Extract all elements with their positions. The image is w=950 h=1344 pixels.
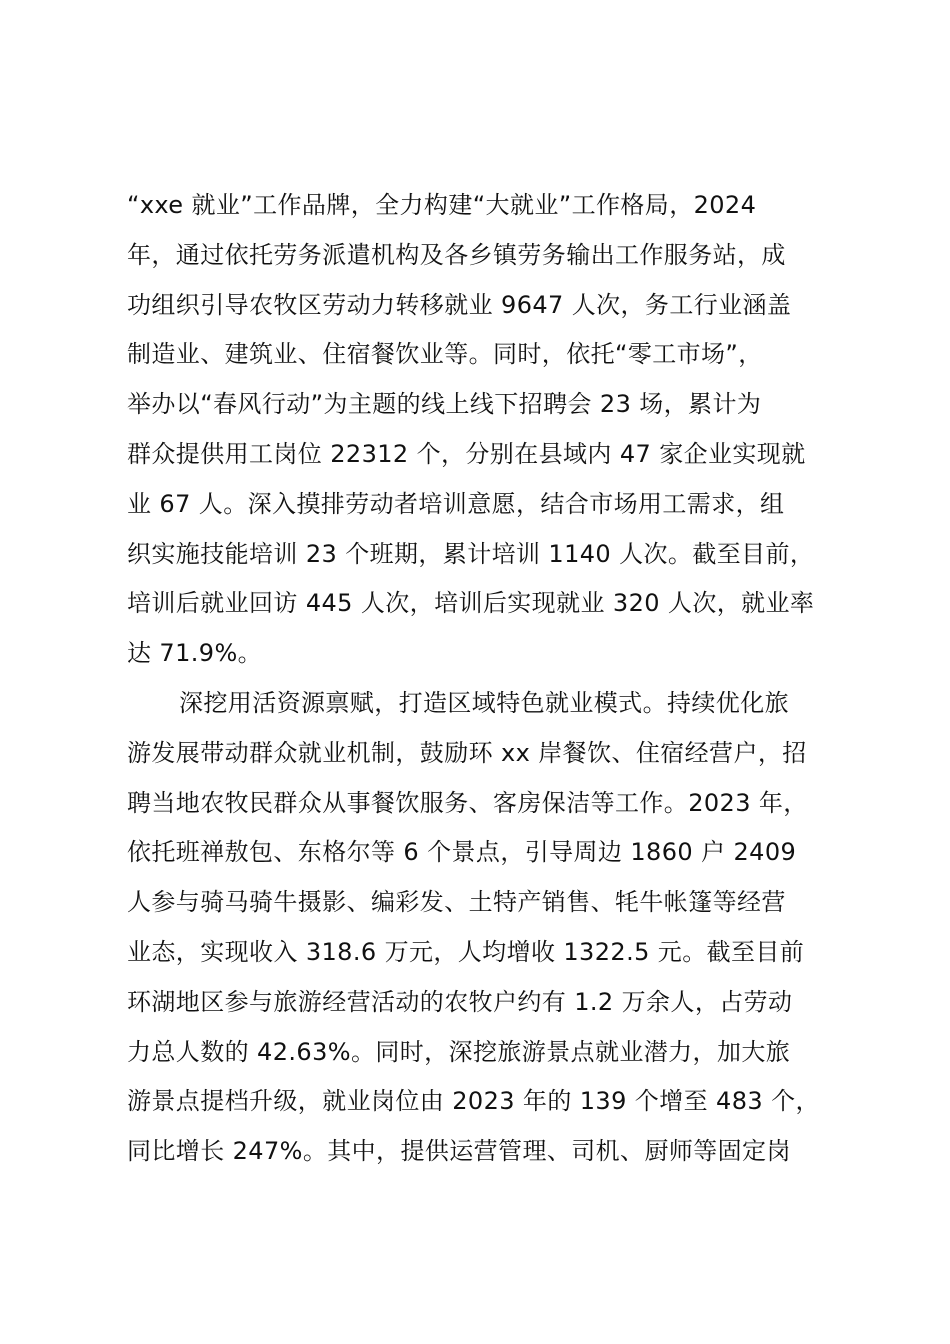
text-line: 群众提供用工岗位 22312 个，分别在县域内 47 家企业实现就 <box>127 439 806 468</box>
text-line: 培训后就业回访 445 人次，培训后实现就业 320 人次，就业率 <box>127 589 815 618</box>
text-line: “xxe 就业”工作品牌，全力构建“大就业”工作格局，2024 <box>127 191 757 219</box>
text-line: 举办以“春风行动”为主题的线上线下招聘会 23 场，累计为 <box>127 390 762 419</box>
text-line: 依托班禅敖包、东格尔等 6 个景点，引导周边 1860 户 2409 <box>127 838 797 867</box>
body-text <box>127 181 847 1177</box>
text-line: 环湖地区参与旅游经营活动的农牧户约有 1.2 万余人，占劳动 <box>127 987 793 1016</box>
text-line: 业 67 人。深入摸排劳动者培训意愿，结合市场用工需求，组 <box>127 489 785 518</box>
text-line: 业态，实现收入 318.6 万元，人均增收 1322.5 元。截至目前 <box>127 937 805 966</box>
text-line: 制造业、建筑业、住宿餐饮业等。同时，依托“零工市场”， <box>127 340 763 369</box>
text-line: 人参与骑马骑牛摄影、编彩发、土特产销售、牦牛帐篷等经营 <box>127 888 786 917</box>
text-line: 游景点提档升级，就业岗位由 2023 年的 139 个增至 483 个， <box>127 1087 820 1116</box>
text-line: 功组织引导农牧区劳动力转移就业 9647 人次，务工行业涵盖 <box>127 290 792 319</box>
text-line: 织实施技能培训 23 个班期，累计培训 1140 人次。截至目前， <box>127 539 815 568</box>
text-line: 游发展带动群众就业机制，鼓励环 xx 岸餐饮、住宿经营户，招 <box>127 738 807 767</box>
paragraph-first-line: 深挖用活资源禀赋，打造区域特色就业模式。持续优化旅 <box>179 688 789 717</box>
text-line: 年，通过依托劳务派遣机构及各乡镇劳务输出工作服务站，成 <box>127 240 786 269</box>
text-line: 聘当地农牧民群众从事餐饮服务、客房保洁等工作。2023 年， <box>127 788 808 817</box>
text-line: 力总人数的 42.63%。同时，深挖旅游景点就业潜力，加大旅 <box>127 1037 791 1066</box>
text-line: 同比增长 247%。其中，提供运营管理、司机、厨师等固定岗 <box>127 1137 791 1166</box>
text-line: 达 71.9%。 <box>127 639 263 668</box>
